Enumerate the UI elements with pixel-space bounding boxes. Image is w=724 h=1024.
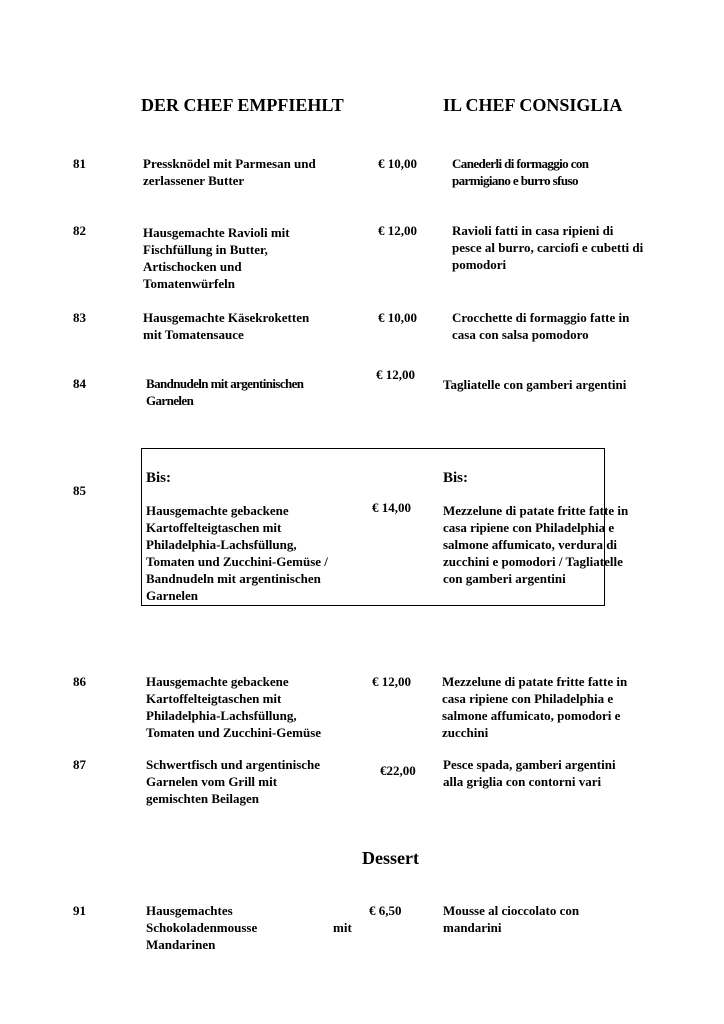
italian-header: IL CHEF CONSIGLIA (443, 95, 623, 115)
item-number: 86 (73, 674, 86, 689)
bis-label-italian: Bis: (443, 470, 469, 486)
item-italian-text: Mousse al cioccolato con mandarini (443, 903, 580, 935)
item-price: € 14,00 (372, 500, 411, 515)
item-price: € 12,00 (372, 674, 411, 689)
item-number: 85 (73, 483, 86, 498)
item-price: € 12,00 (378, 223, 417, 238)
item-italian-text: Ravioli fatti in casa ripieni di pesce al burro, carciofi e cubetti di pomodori (452, 223, 644, 272)
item-italian-text: Canederli di formaggio con parmigiano e burro sfuso (452, 156, 589, 188)
item-german-text: Schwertfisch und argentinische Garnelen vom Grill mit gemischten Beilagen (146, 757, 321, 806)
item-italian-text: Crocchette di formaggio fatte in casa con salsa pomodoro (452, 310, 630, 342)
dessert-title: Dessert (362, 848, 419, 868)
item-german-line: Hausgemachtes (146, 903, 233, 918)
item-number: 83 (73, 310, 86, 325)
item-italian-text: Pesce spada, gamberi argentini alla griglia con contorni vari (443, 757, 616, 789)
bis-label-german: Bis: (146, 470, 172, 486)
item-number: 87 (73, 757, 86, 772)
item-german-text: Bandnudeln mit argentinischen Garnelen (146, 376, 304, 408)
item-german-line: mit (333, 920, 352, 935)
item-german-line: Schokoladenmousse (146, 920, 258, 935)
item-price: € 6,50 (369, 903, 402, 918)
item-german-text: Hausgemachte gebackene Kartoffelteigtaschen mit Philadelphia-Lachsfüllung, Tomaten und Zucchini-Gemüse / Bandnudeln mit argentinischen Garnelen (146, 503, 328, 603)
item-german-text: Hausgemachte Käsekroketten mit Tomatensauce (143, 310, 310, 342)
item-german-text: Hausgemachte gebackene Kartoffelteigtaschen mit Philadelphia-Lachsfüllung, Tomaten und Zucchini-Gemüse (146, 674, 322, 740)
item-italian-text: Mezzelune di patate fritte fatte in casa ripiene con Philadelphia e salmone affumicato, verdura di zucchini e pomodori / Tagliatelle con gamberi argentini (443, 503, 629, 586)
item-number: 81 (73, 156, 86, 171)
item-price: € 10,00 (378, 310, 417, 325)
item-italian-text: Mezzelune di patate fritte fatte in casa ripiene con Philadelphia e salmone affumicato, pomodori e zucchini (442, 674, 628, 740)
german-header: DER CHEF EMPFIEHLT (141, 95, 344, 115)
item-number: 91 (73, 903, 86, 918)
item-price: € 12,00 (376, 367, 415, 382)
item-german-text: Hausgemachte Ravioli mit Fischfüllung in Butter, Artischocken und Tomatenwürfeln (143, 225, 290, 291)
item-german-text: Pressknödel mit Parmesan und zerlassener Butter (143, 156, 316, 188)
item-german-line: Mandarinen (146, 937, 216, 952)
item-price: €22,00 (380, 763, 416, 778)
item-number: 82 (73, 223, 86, 238)
item-price: € 10,00 (378, 156, 417, 171)
item-italian-text: Tagliatelle con gamberi argentini (443, 377, 627, 392)
item-number: 84 (73, 376, 86, 391)
